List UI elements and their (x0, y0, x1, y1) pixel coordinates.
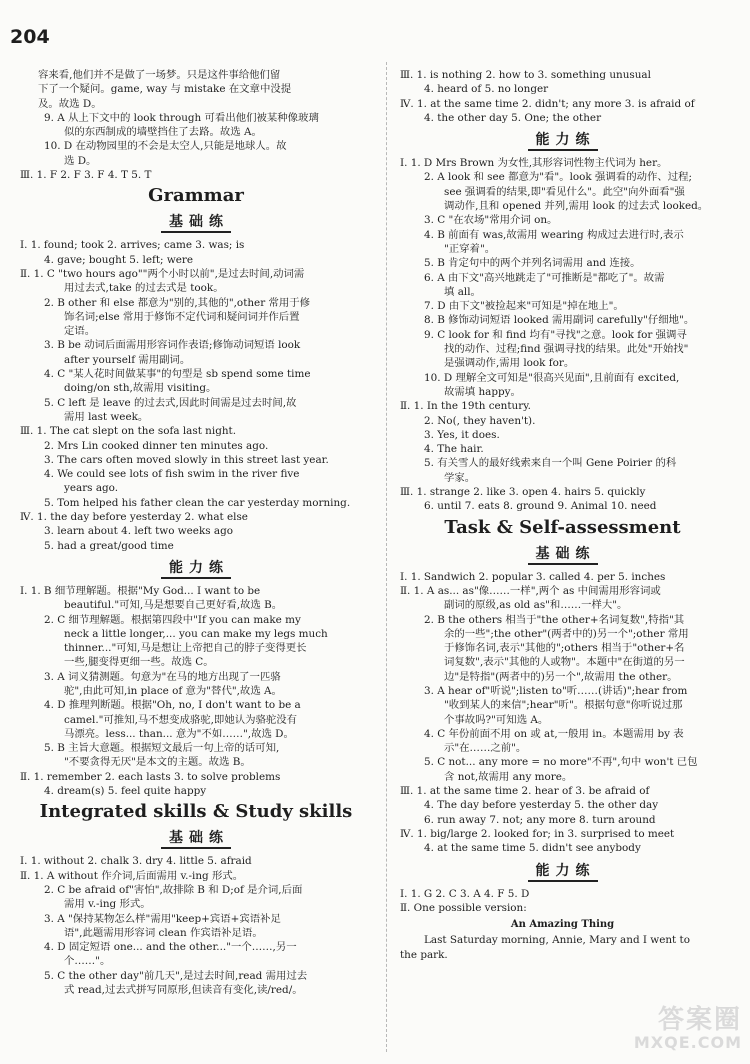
practice-heading (20, 829, 372, 847)
answer-line: Ⅲ. 1. The cat slept on the sofa last night. (20, 425, 237, 438)
answer-line: 余的一些";the other"(两者中的)另一个";other 常用 (444, 627, 689, 640)
answer-line: camel."可推知,马不想变成骆驼,即她认为骆驼没有 (64, 713, 298, 726)
answer-line: 似的东西制成的墙壁挡住了去路。故选 A。 (64, 126, 262, 139)
answer-line: Ⅱ. 1. remember 2. each lasts 3. to solve problems (20, 770, 281, 783)
answer-line: Last Saturday morning, Annie, Mary and I went to (424, 934, 690, 947)
answer-line: 2. C 细节理解题。根据第四段中"If you can make my (44, 613, 301, 626)
answer-line: 个事故吗?"可知选 A。 (444, 713, 549, 726)
answer-line: Ⅰ. 1. D Mrs Brown 为女性,其形容词性物主代词为 her。 (400, 157, 668, 170)
answer-line: 调动作,且和 opened 并列,需用 look 的过去式 looked。 (444, 200, 709, 213)
answer-line: Ⅰ. 1. B 细节理解题。根据"My God... I want to be (20, 584, 261, 597)
answer-line: Ⅲ. 1. F 2. F 3. F 4. T 5. T (20, 169, 152, 182)
answer-line: 找的动作、过程;find 强调寻找的结果。此处"开始找" (444, 343, 689, 356)
answer-line: 需用 v.-ing 形式。 (64, 898, 151, 911)
answer-line: 4. C "某人花时间做某事"的句型是 sb spend some time (44, 368, 311, 381)
answer-line: 式 read,过去式拼写同原形,但读音有变化,读/red/。 (64, 984, 303, 997)
answer-line: 一些,腿变得更细一些。故选 C。 (64, 656, 214, 669)
column-divider (386, 62, 387, 1052)
answer-line: "不要贪得无厌"是本文的主题。故选 B。 (64, 756, 251, 769)
answer-line: 10. D 在动物园里的不会是太空人,只能是地球人。故 (44, 140, 287, 153)
answer-line: 3. learn about 4. left two weeks ago (44, 525, 233, 538)
answer-line: Ⅱ. 1. A without 作介词,后面需用 v.-ing 形式。 (20, 869, 244, 882)
answer-line: 饰名词;else 常用于修饰不定代词和疑问词并作后置 (64, 310, 300, 323)
answer-line: Ⅰ. 1. Sandwich 2. popular 3. called 4. per 5. inches (400, 570, 666, 583)
answer-line: 填 all。 (444, 285, 481, 298)
watermark-logo (602, 1006, 742, 1058)
practice-heading (20, 213, 372, 231)
answer-line: Ⅱ. 1. In the 19th century. (400, 400, 531, 413)
answer-line: 3. The cars often moved slowly in this street last year. (44, 453, 329, 466)
unit-section-title: Grammar (148, 185, 244, 207)
practice-heading-text: 能力练 (528, 863, 598, 882)
answer-line: 4. D 推理判断题。根据"Oh, no, I don't want to be a (44, 699, 301, 712)
answer-line: Ⅲ. 1. strange 2. like 3. open 4. hairs 5. quickly (400, 486, 646, 499)
answer-line: 2. C be afraid of"害怕",故排除 B 和 D;of 是介词,后面 (44, 883, 303, 896)
answer-line: 3. A "保持某物怎么样"需用"keep+宾语+宾语补足 (44, 912, 281, 925)
answer-line: 9. A 从上下文中的 look through 可看出他们被某种像玻璃 (44, 111, 319, 124)
answer-line: 5. C the other day"前几天",是过去时间,read 需用过去 (44, 969, 308, 982)
answer-line: 4. The hair. (424, 443, 484, 456)
unit-section-title: Task & Self-assessment (444, 516, 681, 538)
answer-line: 4. gave; bought 5. left; were (44, 253, 193, 266)
answer-line: see 强调看的结果,即"看见什么"。此空"向外面看"强 (444, 185, 685, 198)
answer-line: years ago. (64, 482, 119, 495)
answer-line: 容来看,他们并不是做了一场梦。只是这件事给他们留 (38, 69, 281, 81)
answer-line: 需用 last week。 (64, 410, 149, 423)
practice-heading-text: 能力练 (528, 132, 598, 151)
answer-line: 5. had a great/good time (44, 539, 174, 552)
answer-line: 故需填 happy。 (444, 385, 521, 398)
answer-line: 4. C 年份前面不用 on 或 at,一般用 in。本题需用 by 表 (424, 727, 684, 740)
answer-line: 6. run away 7. not; any more 8. turn around (424, 813, 656, 826)
answer-line: 3. B be 动词后面需用形容词作表语;修饰动词短语 look (44, 339, 301, 352)
answer-line: neck a little longer,... you can make my legs much (64, 627, 328, 640)
answer-line: 个……"。 (64, 955, 111, 968)
answer-line: 2. Mrs Lin cooked dinner ten minutes ago. (44, 439, 269, 452)
answer-line: 是强调动作,需用 look for。 (444, 357, 575, 370)
answer-line: 副词的原级,as old as"和……一样大"。 (444, 599, 628, 612)
answer-line: Ⅱ. One possible version: (400, 901, 527, 914)
answer-line: 4. heard of 5. no longer (424, 83, 549, 96)
answer-line: 5. B 肯定句中的两个并列名词需用 and 连接。 (424, 257, 641, 270)
practice-heading-text: 基础练 (161, 830, 231, 849)
answer-line: 3. Yes, it does. (424, 428, 500, 441)
answer-line: 2. A look 和 see 都意为"看"。look 强调看的动作、过程; (424, 171, 693, 184)
answer-line: Ⅳ. 1. the day before yesterday 2. what else (20, 511, 248, 524)
practice-heading (400, 862, 725, 880)
answer-line: 定语。 (64, 325, 96, 338)
practice-heading-text: 基础练 (161, 214, 231, 233)
answer-line: 语",此题需用形容词 clean 作宾语补足语。 (64, 926, 263, 939)
answer-line: 示"在……之前"。 (444, 742, 527, 755)
answer-line: 4. the other day 5. One; the other (424, 111, 602, 124)
answer-line: 3. A hear of"听说";listen to"听……(讲话)";hear from (424, 684, 688, 697)
answer-line: 及。故选 D。 (38, 97, 102, 110)
answer-line: 选 D。 (64, 154, 97, 167)
answer-line: 4. at the same time 5. didn't see anybody (424, 842, 641, 855)
answer-line: "正穿着"。 (444, 242, 496, 255)
answer-line: 4. dream(s) 5. feel quite happy (44, 785, 207, 798)
practice-heading (20, 559, 372, 577)
answer-line: 6. A 由下文"高兴地跳走了"可推断是"都吃了"。故需 (424, 271, 665, 284)
answer-line: 5. C left 是 leave 的过去式,因此时间需是过去时间,故 (44, 396, 297, 409)
answer-line: 2. No(, they haven't). (424, 414, 536, 427)
answer-line: 含 not,故需用 any more。 (444, 770, 573, 783)
answer-line: 5. C not... any more = no more"不再",句中 won't 已包 (424, 756, 698, 769)
answer-line: beautiful."可知,马是想要自己更好看,故选 B。 (64, 599, 283, 612)
answer-line: Ⅳ. 1. big/large 2. looked for; in 3. surprised to meet (400, 827, 675, 840)
answer-line: 驼",由此可知,in place of 意为"替代",故选 A。 (64, 684, 282, 697)
answer-line: Ⅰ. 1. G 2. C 3. A 4. F 5. D (400, 887, 530, 900)
unit-section-title: Integrated skills & Study skills (39, 801, 353, 823)
right-column (400, 68, 725, 962)
answer-line: 学家。 (444, 471, 476, 484)
practice-heading-text: 基础练 (528, 546, 598, 565)
answer-line: doing/on sth,故需用 visiting。 (64, 382, 217, 395)
answer-line: 马漂亮。less... than... 意为"不如……",故选 D。 (64, 727, 294, 740)
answer-line: 7. D 由下文"被捡起来"可知是"掉在地上"。 (424, 300, 624, 313)
answer-line: 5. B 主旨大意题。根据短文最后一句上帝的话可知, (44, 742, 280, 755)
answer-line: 4. We could see lots of fish swim in the river five (44, 468, 300, 481)
answer-line: thinner..."可知,马是想让上帝把自己的脖子变得更长 (64, 642, 307, 655)
answer-line: 9. C look for 和 find 均有"寻找"之意。look for 强调寻 (424, 328, 687, 341)
answer-line: Ⅱ. 1. A as... as"像……一样",两个 as 中间需用形容词或 (400, 584, 661, 597)
answer-line: Ⅰ. 1. without 2. chalk 3. dry 4. little 5. afraid (20, 855, 252, 868)
page-number: 204 (10, 26, 50, 48)
answer-line: 词复数",表示"其他的人或物"。本题中"在街道的另一 (444, 656, 685, 669)
answer-line: 5. 有关雪人的最好线索来自一个叫 Gene Poirier 的科 (424, 457, 677, 470)
answer-line: after yourself 需用副词。 (64, 353, 191, 366)
answer-line: 于修饰名词,表示"其他的";others 相当于"other+名 (444, 642, 685, 655)
story-title: An Amazing Thing (510, 919, 615, 931)
answer-line: 3. C "在农场"常用介词 on。 (424, 214, 558, 227)
answer-line: 8. B 修饰动词短语 looked 需用副词 carefully"仔细地"。 (424, 314, 695, 327)
answer-line: 2. B the others 相当于"the other+名词复数",特指"其 (424, 613, 685, 626)
answer-line: 用过去式,take 的过去式是 took。 (64, 282, 224, 295)
watermark-url: MXQE.COM (633, 1033, 742, 1052)
practice-heading (400, 545, 725, 563)
answer-line: Ⅰ. 1. found; took 2. arrives; came 3. was; is (20, 239, 245, 252)
practice-heading (400, 131, 725, 149)
answer-line: 6. until 7. eats 8. ground 9. Animal 10. need (424, 500, 657, 513)
answer-line: Ⅲ. 1. is nothing 2. how to 3. something unusual (400, 69, 651, 81)
answer-line: 3. A 词义猜测题。句意为"在马的地方出现了一匹骆 (44, 670, 281, 683)
answer-line: 边"是特指"(两者中的)另一个",故需用 the other。 (444, 670, 678, 683)
answer-line: "收到某人的来信";hear"听"。根据句意"你听说过那 (444, 699, 683, 712)
answer-line: 2. B other 和 else 都意为"别的,其他的",other 常用于修 (44, 296, 311, 309)
answer-line: Ⅱ. 1. C "two hours ago""两个小时以前",是过去时间,动词需 (20, 267, 305, 280)
answer-line: 4. B 前面有 was,故需用 wearing 构成过去进行时,表示 (424, 228, 684, 241)
watermark-text: 答案圈 (657, 1005, 742, 1035)
answer-line: 10. D 理解全文可知是"很高兴见面",且前面有 excited, (424, 371, 680, 384)
answer-line: 4. D 固定短语 one... and the other..."一个……,另一 (44, 941, 297, 954)
practice-heading-text: 能力练 (161, 560, 231, 579)
answer-line: 4. The day before yesterday 5. the other day (424, 799, 659, 812)
answer-line: Ⅳ. 1. at the same time 2. didn't; any more 3. is afraid of (400, 97, 695, 110)
answer-line: the park. (400, 948, 448, 961)
left-column (20, 68, 372, 997)
answer-line: 5. Tom helped his father clean the car yesterday morning. (44, 496, 351, 509)
answer-line: 下了一个疑问。game, way 与 mistake 在文章中没提 (38, 83, 292, 96)
answer-line: Ⅲ. 1. at the same time 2. hear of 3. be afraid of (400, 785, 650, 798)
